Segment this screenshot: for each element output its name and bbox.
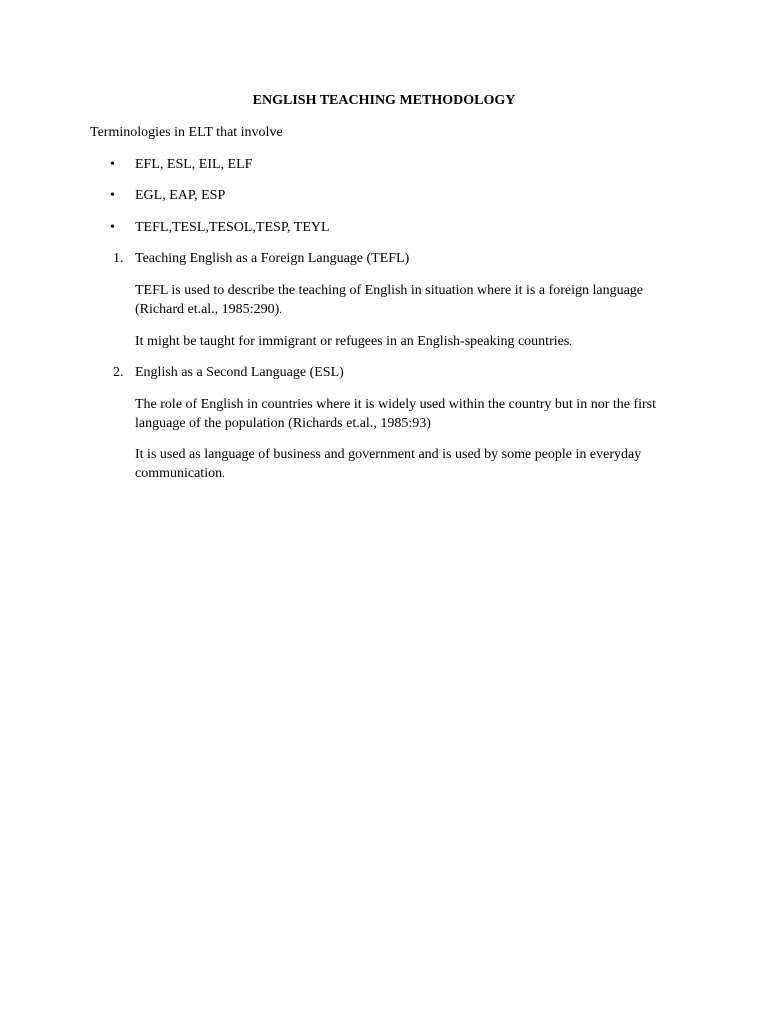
section-heading: Teaching English as a Foreign Language (TEFL) (135, 251, 410, 266)
paragraph-end-mark: . (279, 304, 282, 316)
document-title: ENGLISH TEACHING METHODOLOGY (252, 93, 516, 108)
list-number: 2. (113, 365, 124, 380)
paragraph-text: It is used as language of business and government and is used by some people in everyday communication (135, 447, 642, 481)
paragraph-text: The role of English in countries where it is widely used within the country but in nor the first language of the population (Richards et.al., 1985:93) (135, 397, 657, 431)
bullet-item-text: EGL, EAP, ESP (135, 188, 226, 203)
paragraph-text: TEFL is used to describe the teaching of English in situation where it is a foreign language (Richard et.al., 1985:290) (135, 283, 644, 317)
bullet-item-text: EFL, ESL, EIL, ELF (135, 157, 253, 172)
bullet-icon: • (110, 220, 115, 235)
list-number: 1. (113, 251, 124, 266)
bullet-icon: • (110, 157, 115, 172)
intro-text: Terminologies in ELT that involve (90, 125, 283, 140)
paragraph (135, 446, 665, 484)
paragraph-end-mark: . (569, 337, 572, 348)
paragraph-text: It might be taught for immigrant or refugees in an English-speaking countries (135, 334, 570, 349)
paragraph-end-mark: . (222, 468, 225, 480)
bullet-item-text: TEFL,TESL,TESOL,TESP, TEYL (135, 220, 330, 235)
section-heading: English as a Second Language (ESL) (135, 365, 344, 380)
paragraph (135, 396, 665, 434)
bullet-icon: • (110, 188, 115, 203)
paragraph (135, 282, 665, 320)
paragraph (135, 333, 665, 353)
